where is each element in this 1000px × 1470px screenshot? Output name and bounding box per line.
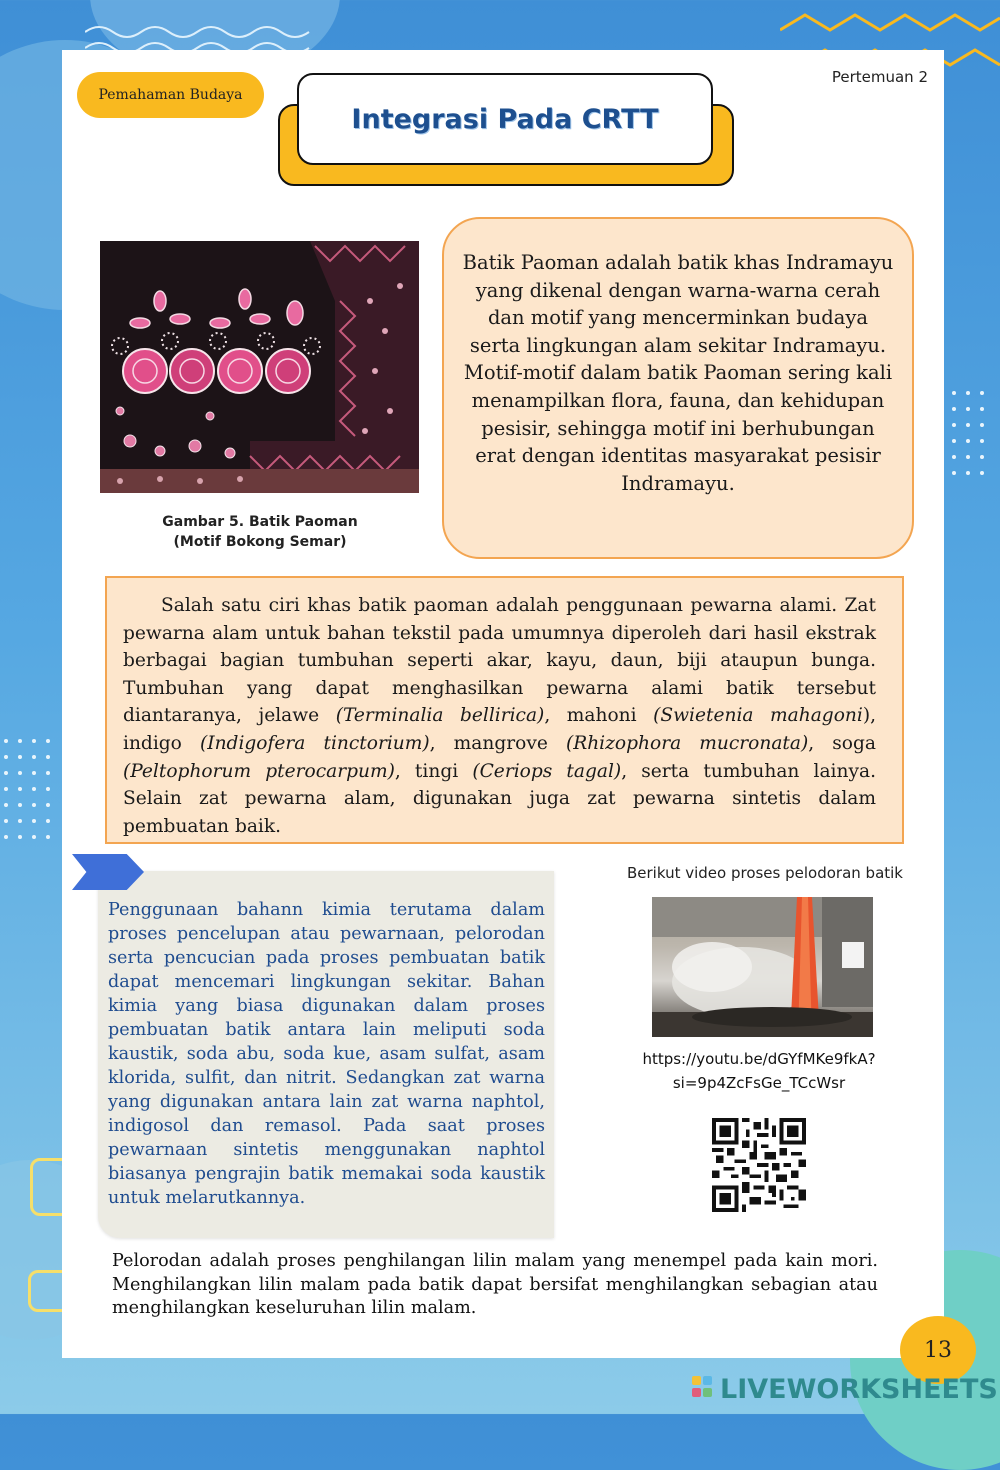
figure-caption-title: Gambar 5. Batik Paoman: [162, 514, 358, 530]
species-indigo: (Indigofera tinctorium): [199, 732, 430, 754]
batik-photo: [100, 241, 419, 493]
species-soga: (Peltophorum pterocarpum): [123, 760, 395, 782]
natural-dye-paragraph: [123, 592, 876, 840]
batik-motif-image: [100, 241, 419, 493]
species-mahoni: (Swietenia mahagoni: [653, 705, 863, 727]
natural-dye-box: [105, 576, 904, 844]
pelorodan-definition: Pelorodan adalah proses penghilangan lilin malam yang menempel pada kain mori. Menghilangkan lilin malam pada batik dapat bersifat menghilangkan sebagian atau menghilangkan keseluruhan lilin malam.: [112, 1251, 878, 1318]
dot-grid-left: [0, 735, 60, 865]
video-thumbnail-image: [652, 897, 873, 1037]
figure-caption: [110, 512, 410, 552]
intro-text: Batik Paoman adalah batik khas Indramayu yang dikenal dengan warna-warna cerah dan motif yang mencerminkan budaya serta lingkungan alam sekitar Indramayu. Motif-motif dalam batik Paoman sering kali menampilkan flora, fauna, dan kehidupan pesisir, sehingga motif ini berhubungan erat dengan identitas masyarakat pesisir Indramayu.: [462, 251, 894, 495]
brand-name: LIVEWORKSHEETS: [720, 1373, 998, 1405]
liveworksheets-logo-icon: [692, 1376, 714, 1402]
qr-code-icon[interactable]: [712, 1118, 806, 1212]
dye-text-1: Salah satu ciri khas batik paoman adalah penggunaan pewarna alami. Zat pewarna alam untuk bahan tekstil pada umumnya diperoleh dari hasil ekstrak berbagai bagian tumbuhan seperti akar, kayu, daun, biji ataupun bunga. Tumbuhan yang dapat menghasilkan pewarna alami batik tersebut diantaranya, jelawe: [123, 595, 876, 727]
dye-text-3: ), indigo: [123, 705, 876, 754]
dye-text-4: , mangrove: [429, 732, 566, 754]
species-tingi: (Ceriops tagal): [472, 760, 622, 782]
species-mangrove: (Rhizophora mucronata): [565, 732, 809, 754]
dye-text-2: , mahoni: [544, 705, 654, 727]
video-link-line2: si=9p4ZcFsGe_TCcWsr: [672, 1074, 846, 1092]
video-title: Berikut video proses pelodoran batik: [626, 864, 903, 882]
dye-text-6: , tingi: [394, 760, 473, 782]
intro-text-box: [442, 217, 914, 559]
video-thumbnail[interactable]: [652, 897, 873, 1037]
video-link-line1: https://youtu.be/dGYfMKe9fkA?: [642, 1050, 876, 1068]
dye-text-7: , serta tumbuhan lainya. Selain zat pewarna alam, digunakan juga zat pewarna sintetis dalam pembuatan baik.: [123, 760, 876, 837]
figure-caption-subtitle: (Motif Bokong Semar): [173, 534, 347, 550]
species-jelawe: (Terminalia bellirica): [335, 705, 545, 727]
dot-grid-right: [946, 385, 1000, 505]
video-link[interactable]: [620, 1047, 898, 1095]
topic-tag: Pemahaman Budaya: [77, 72, 264, 118]
page-number: 13: [900, 1316, 976, 1384]
dye-text-5: , soga: [808, 732, 876, 754]
liveworksheets-brand[interactable]: [692, 1371, 998, 1407]
page-title: Integrasi Pada CRTT: [297, 73, 713, 165]
chemicals-text: Penggunaan bahann kimia terutama dalam proses pencelupan atau pewarnaan, pelorodan serta pencucian pada proses pembuatan batik dapat mencemari lingkungan sekitar. Bahan kimia yang biasa digunakan dalam proses pembuatan batik antara lain meliputi soda kaustik, soda abu, soda kue, asam sulfat, asam klorida, sulfit, dan nitrit. Sedangkan zat warna yang digunakan antara lain zat warna naphtol, indigosol dan remasol. Pada saat proses pewarnaan sintetis menggunakan naphtol biasanya pengrajin batik memakai soda kaustik untuk melarutkannya.: [108, 900, 545, 1208]
meeting-label: Pertemuan 2: [831, 68, 928, 86]
